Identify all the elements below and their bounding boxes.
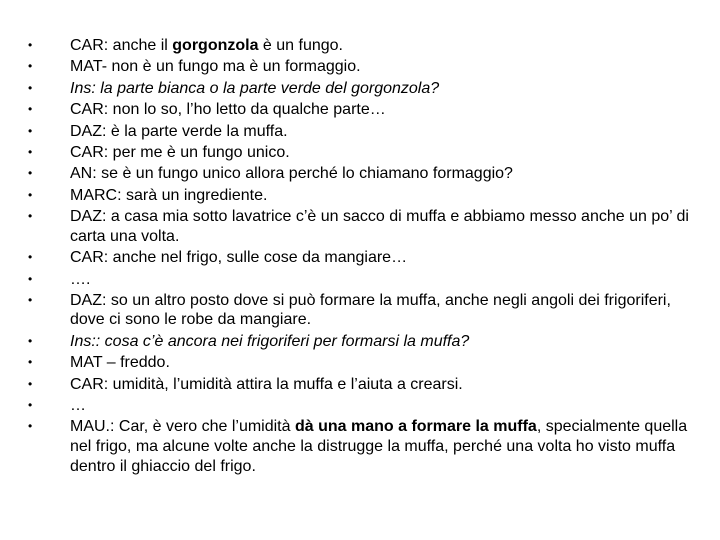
dialogue-line bbox=[28, 207, 693, 246]
dialogue-line bbox=[28, 375, 693, 395]
line-text: CAR: per me è un fungo unico. bbox=[70, 143, 290, 161]
bullet-marker: • bbox=[28, 398, 33, 413]
bullet-marker: • bbox=[28, 292, 33, 307]
dialogue-line bbox=[28, 122, 693, 142]
line-text: CAR: anche il bbox=[70, 37, 173, 54]
bullet-marker: • bbox=[28, 271, 33, 286]
line-text: MARC: sarà un ingrediente. bbox=[70, 186, 268, 204]
bullet-marker: • bbox=[28, 376, 33, 391]
line-text: CAR: umidità, l’umidità attira la muffa e l’aiuta a crearsi. bbox=[70, 375, 463, 393]
dialogue-line bbox=[28, 396, 693, 416]
bullet-marker: • bbox=[28, 80, 33, 95]
line-text: , specialmente quella nel frigo, ma alcune volte anche la distrugge la muffa, perché una volta ho visto muffa dentro il ghiaccio del frigo. bbox=[70, 418, 688, 475]
line-text: CAR: non lo so, l’ho letto da qualche parte… bbox=[70, 101, 386, 119]
line-text: DAZ: è la parte verde la muffa. bbox=[70, 122, 288, 140]
line-text: DAZ: a casa mia sotto lavatrice c’è un sacco di muffa e abbiamo messo anche un po’ di carta una volta. bbox=[70, 208, 689, 245]
dialogue-line bbox=[28, 186, 693, 206]
teacher-question-text: Ins:: cosa c’è ancora nei frigoriferi per formarsi la muffa? bbox=[70, 332, 470, 350]
dialogue-line bbox=[28, 57, 693, 77]
dialogue-line bbox=[28, 270, 693, 290]
bullet-marker: • bbox=[28, 166, 33, 181]
bullet-marker: • bbox=[28, 209, 33, 224]
bullet-marker: • bbox=[28, 187, 33, 202]
bullet-marker: • bbox=[28, 250, 33, 265]
bullet-marker: • bbox=[28, 123, 33, 138]
dialogue-line bbox=[28, 79, 693, 99]
dialogue-line bbox=[28, 248, 693, 268]
dialogue-line bbox=[28, 36, 693, 56]
line-text: MAT- non è un fungo ma è un formaggio. bbox=[70, 58, 361, 76]
bullet-marker: • bbox=[28, 59, 33, 74]
line-text: è un fungo. bbox=[258, 37, 343, 54]
line-text: DAZ: so un altro posto dove si può formare la muffa, anche negli angoli dei frigoriferi, dove ci sono le robe da mangiare. bbox=[70, 291, 671, 329]
bullet-marker: • bbox=[28, 144, 33, 159]
dialogue-line bbox=[28, 164, 693, 184]
dialogue-line bbox=[28, 100, 693, 120]
bullet-marker: • bbox=[28, 102, 33, 117]
line-text: MAT – freddo. bbox=[70, 354, 170, 372]
slide-body bbox=[28, 36, 693, 478]
bullet-marker: • bbox=[28, 38, 33, 52]
line-text: CAR: anche nel frigo, sulle cose da mangiare… bbox=[70, 249, 408, 267]
emphasis-text: gorgonzola bbox=[172, 37, 259, 54]
emphasis-text: dà una mano a formare la muffa bbox=[294, 418, 537, 436]
dialogue-list bbox=[28, 36, 693, 476]
line-text: …. bbox=[70, 270, 91, 288]
bullet-marker: • bbox=[28, 355, 33, 370]
line-text: … bbox=[70, 397, 86, 415]
dialogue-line bbox=[28, 353, 693, 373]
line-text: MAU.: Car, è vero che l’umidità bbox=[70, 418, 295, 436]
teacher-question-text: Ins: la parte bianca o la parte verde del gorgonzola? bbox=[70, 79, 440, 97]
dialogue-line bbox=[28, 291, 693, 330]
dialogue-line bbox=[28, 417, 693, 476]
dialogue-line bbox=[28, 332, 693, 352]
dialogue-line bbox=[28, 143, 693, 163]
bullet-marker: • bbox=[28, 419, 33, 434]
bullet-marker: • bbox=[28, 333, 33, 348]
line-text: AN: se è un fungo unico allora perché lo chiamano formaggio? bbox=[70, 165, 513, 183]
